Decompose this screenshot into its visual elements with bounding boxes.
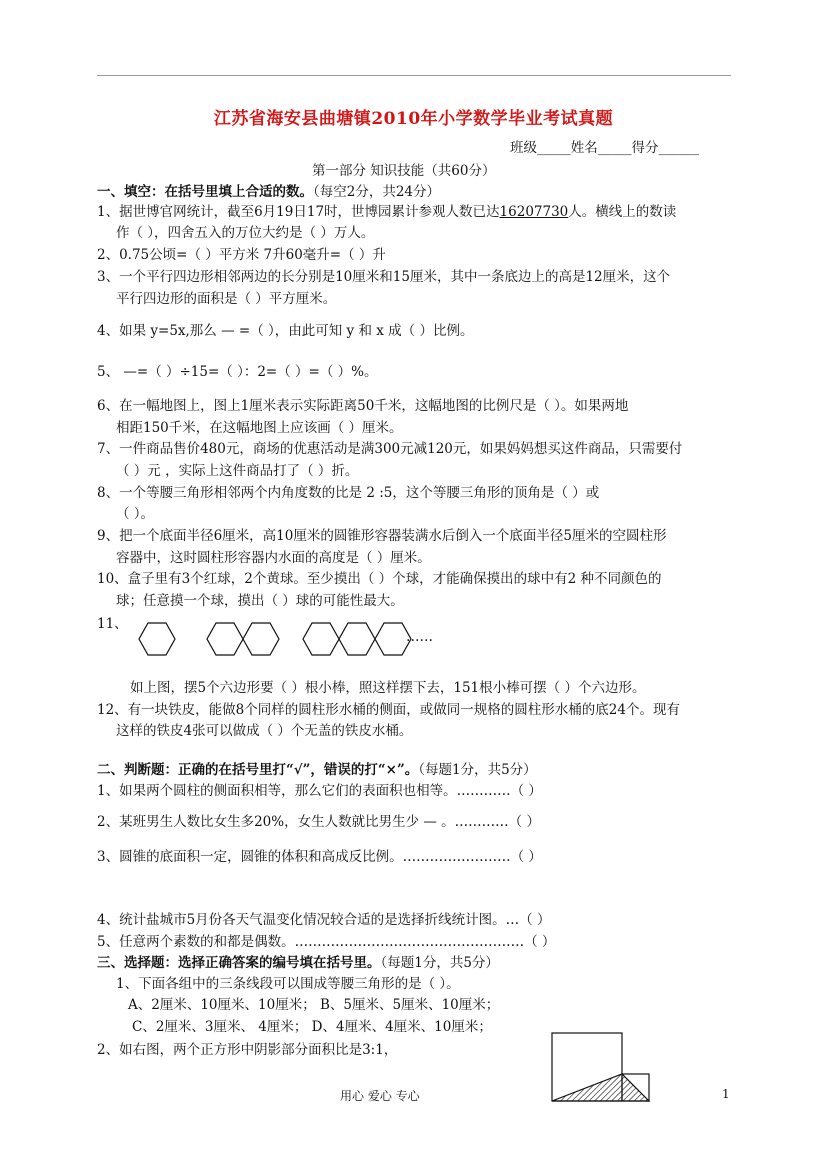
shaded-region — [552, 1074, 649, 1101]
q10-line2: 球；任意摸一个球，摸出（ ）球的可能性最大。 — [116, 593, 404, 609]
page-title: 江苏省海安县曲塘镇2010年小学数学毕业考试真题 — [213, 109, 614, 129]
section2-heading: 二、判断题：正确的在括号里打“√”，错误的打“×”。（每题1分，共5分） — [97, 762, 537, 778]
q11-label: 11、 — [97, 616, 128, 632]
q12-line2: 这样的铁皮4张可以做成（ ）个无盖的铁皮水桶。 — [116, 723, 413, 739]
q7-line1: 7、一件商品售价480元，商场的优惠活动是满300元减120元，如果妈妈想买这件商品，只需要付 — [97, 441, 683, 457]
q10-line1: 10、盒子里有3个红球，2个黄球。至少摸出（ ）个球，才能确保摸出的球中有2 种不同颜色的 — [97, 571, 662, 587]
q3-line1: 3、一个平行四边形相邻两边的长分别是10厘米和15厘米，其中一条底边上的高是12厘米，这个 — [97, 269, 671, 285]
judge-item-2: 2、某班男生人数比女生多20%，女生人数就比男生少 — 。…………（ ） — [97, 814, 540, 830]
q7-line2: （ ）元 ，实际上这件商品打了（ ）折。 — [116, 463, 359, 479]
q3-line2: 平行四边形的面积是（ ）平方厘米。 — [116, 291, 337, 307]
hexagon-single — [139, 623, 175, 655]
q5-line: 5、 —=（ ）÷15=（ ）：2=（ ）=（ ）%。 — [97, 364, 378, 380]
hexagon-figures — [130, 615, 440, 665]
top-rule — [97, 75, 731, 76]
choice-q2: 2、如右图，两个正方形中阴影部分面积比是3:1， — [97, 1042, 398, 1058]
choice-q1-cd: C、2厘米、3厘米、 4厘米； D、4厘米、4厘米、10厘米； — [132, 1019, 492, 1035]
q1-line2: 作（ ），四舍五入的万位大约是（ ）万人。 — [116, 225, 375, 241]
judge-item-4: 4、统计盐城市5月份各天气温变化情况较合适的是选择折线统计图。…（ ） — [97, 912, 551, 928]
section1-heading: 一、填空：在括号里填上合适的数。（每空2分，共24分） — [97, 184, 441, 200]
visitor-count: 16207730 — [499, 204, 569, 220]
part1-title: 第一部分 知识技能（共60分） — [312, 163, 496, 179]
judge-item-1: 1、如果两个圆柱的侧面积相等，那么它们的表面积也相等。…………（ ） — [97, 783, 542, 799]
hexagon-triple-2 — [339, 623, 375, 655]
hexagon-triple-1 — [303, 623, 339, 655]
hexagon-pair-1 — [207, 623, 243, 655]
q11-line: 如上图，摆5个六边形要（ ）根小棒，照这样摆下去，151根小棒可摆（ ）个六边形。 — [130, 680, 646, 696]
header-info: 班级_____姓名_____得分______ — [510, 140, 699, 156]
judge-item-3: 3、圆锥的底面积一定，圆锥的体积和高成反比例。……………………（ ） — [97, 849, 542, 865]
q8-line1: 8、一个等腰三角形相邻两个内角度数的比是 2 :5，这个等腰三角形的顶角是（ ）或 — [97, 485, 600, 501]
squares-shaded-figure — [551, 1031, 651, 1103]
hexagon-pair-2 — [243, 623, 279, 655]
q1-line1: 1、据世博官网统计，截至6月19日17时，世博园累计参观人数已达16207730人。横线上的数读 — [97, 204, 677, 220]
section3-heading: 三、选择题：选择正确答案的编号填在括号里。（每题1分，共5分） — [97, 955, 499, 971]
footer-motto: 用心 爱心 专心 — [340, 1089, 420, 1103]
page-number: 1 — [722, 1087, 730, 1101]
choice-q1-ab: A、2厘米、10厘米、10厘米； B、5厘米、5厘米、10厘米； — [128, 997, 500, 1013]
q6-line1: 6、在一幅地图上，图上1厘米表示实际距离50千米，这幅地图的比例尺是（ ）。如果两地 — [97, 398, 629, 414]
judge-item-5: 5、任意两个素数的和都是偶数。……………………………………………（ ） — [97, 934, 556, 950]
q2-line: 2、0.75公顷=（ ）平方米 7升60毫升=（ ）升 — [97, 247, 386, 263]
q6-line2: 相距150千米，在这幅地图上应该画（ ）厘米。 — [116, 420, 403, 436]
q9-line1: 9、把一个底面半径6厘米，高10厘米的圆锥形容器装满水后倒入一个底面半径5厘米的空圆柱形 — [97, 528, 667, 544]
q9-line2: 容器中，这时圆柱形容器内水面的高度是（ ）厘米。 — [116, 550, 431, 566]
q4-line: 4、如果 y=5x,那么 — =（ ），由此可知 y 和 x 成（ ）比例。 — [97, 323, 474, 339]
q11-ellipsis: …… — [406, 629, 433, 645]
choice-q1: 1、下面各组中的三条线段可以围成等腰三角形的是（ ）。 — [116, 976, 460, 992]
q12-line1: 12、有一块铁皮，能做8个同样的圆柱形水桶的侧面，或做同一规格的圆柱形水桶的底24个。现有 — [97, 702, 680, 718]
q8-line2: （ ）。 — [116, 506, 155, 522]
